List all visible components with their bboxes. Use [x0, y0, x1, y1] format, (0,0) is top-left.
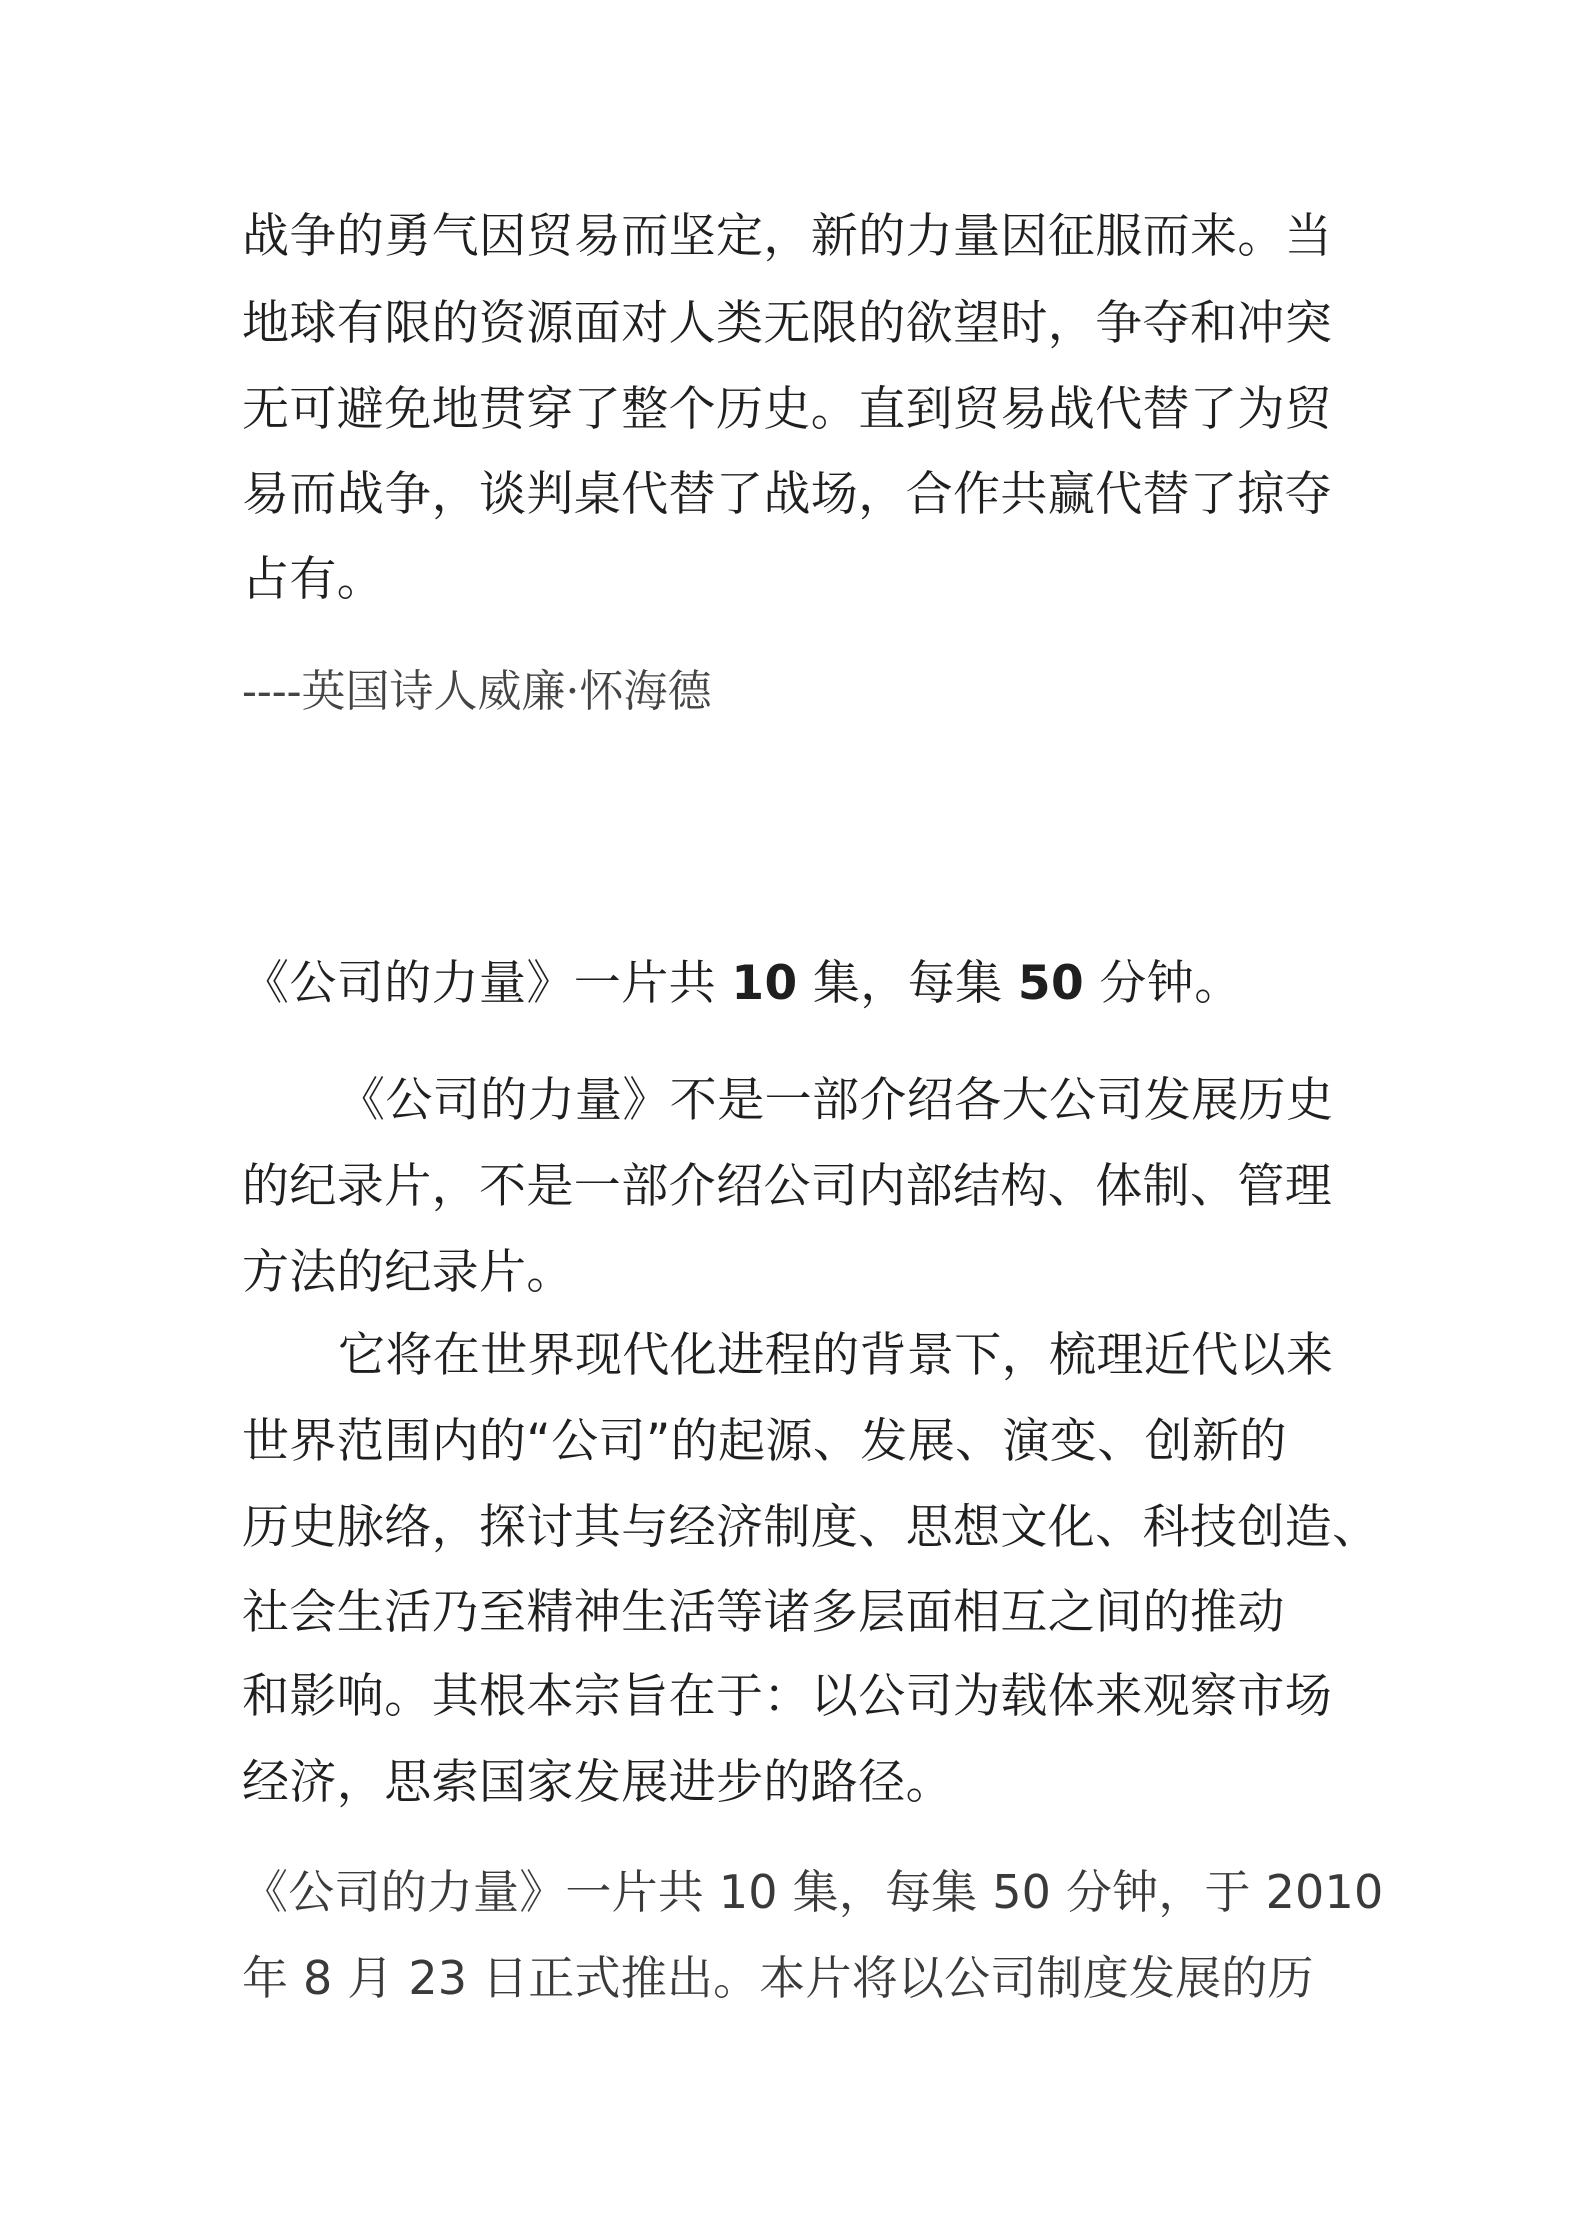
paragraph2-line-4: 社会生活乃至精神生活等诸多层面相互之间的推动: [242, 1585, 1285, 1640]
paragraph2-line-1: 它将在世界现代化进程的背景下，梳理近代以来: [338, 1328, 1334, 1383]
paragraph1-line-3: 方法的纪录片。: [242, 1245, 574, 1300]
paragraph3-line-1: 《公司的力量》一片共 10 集，每集 50 分钟，于 2010: [242, 1865, 1384, 1919]
paragraph2-line-3: 历史脉络，探讨其与经济制度、思想文化、科技创造、: [242, 1500, 1380, 1555]
summary-suffix: 分钟。: [1084, 956, 1242, 1011]
paragraph3-line-2: 年 8 月 23 日正式推出。本片将以公司制度发展的历: [242, 1951, 1314, 2005]
quote-line-4: 易而战争，谈判桌代替了战场，合作共赢代替了掠夺: [242, 467, 1333, 522]
paragraph2-line-2: 世界范围内的“公司”的起源、发展、演变、创新的: [242, 1414, 1287, 1469]
paragraph1-line-1: 《公司的力量》不是一部介绍各大公司发展历史: [338, 1073, 1334, 1128]
summary-mid: 集，每集: [797, 956, 1018, 1011]
quote-line-5: 占有。: [242, 552, 385, 607]
paragraph2-line-6: 经济，思索国家发展进步的路径。: [242, 1755, 953, 1810]
quote-line-3: 无可避免地贯穿了整个历史。直到贸易战代替了为贸: [242, 382, 1333, 437]
quote-line-2: 地球有限的资源面对人类无限的欲望时，争夺和冲突: [242, 296, 1333, 351]
summary-minutes: 50: [1017, 956, 1085, 1011]
paragraph1-line-2: 的纪录片，不是一部介绍公司内部结构、体制、管理: [242, 1159, 1333, 1214]
summary-line: [242, 956, 1242, 1011]
quote-attribution: ----英国诗人威廉·怀海德: [242, 666, 712, 717]
quote-line-1: 战争的勇气因贸易而坚定，新的力量因征服而来。当: [242, 209, 1333, 264]
summary-episodes: 10: [731, 956, 798, 1011]
paragraph2-line-5: 和影响。其根本宗旨在于：以公司为载体来观察市场: [242, 1669, 1333, 1724]
summary-prefix: 《公司的力量》一片共: [242, 956, 732, 1011]
